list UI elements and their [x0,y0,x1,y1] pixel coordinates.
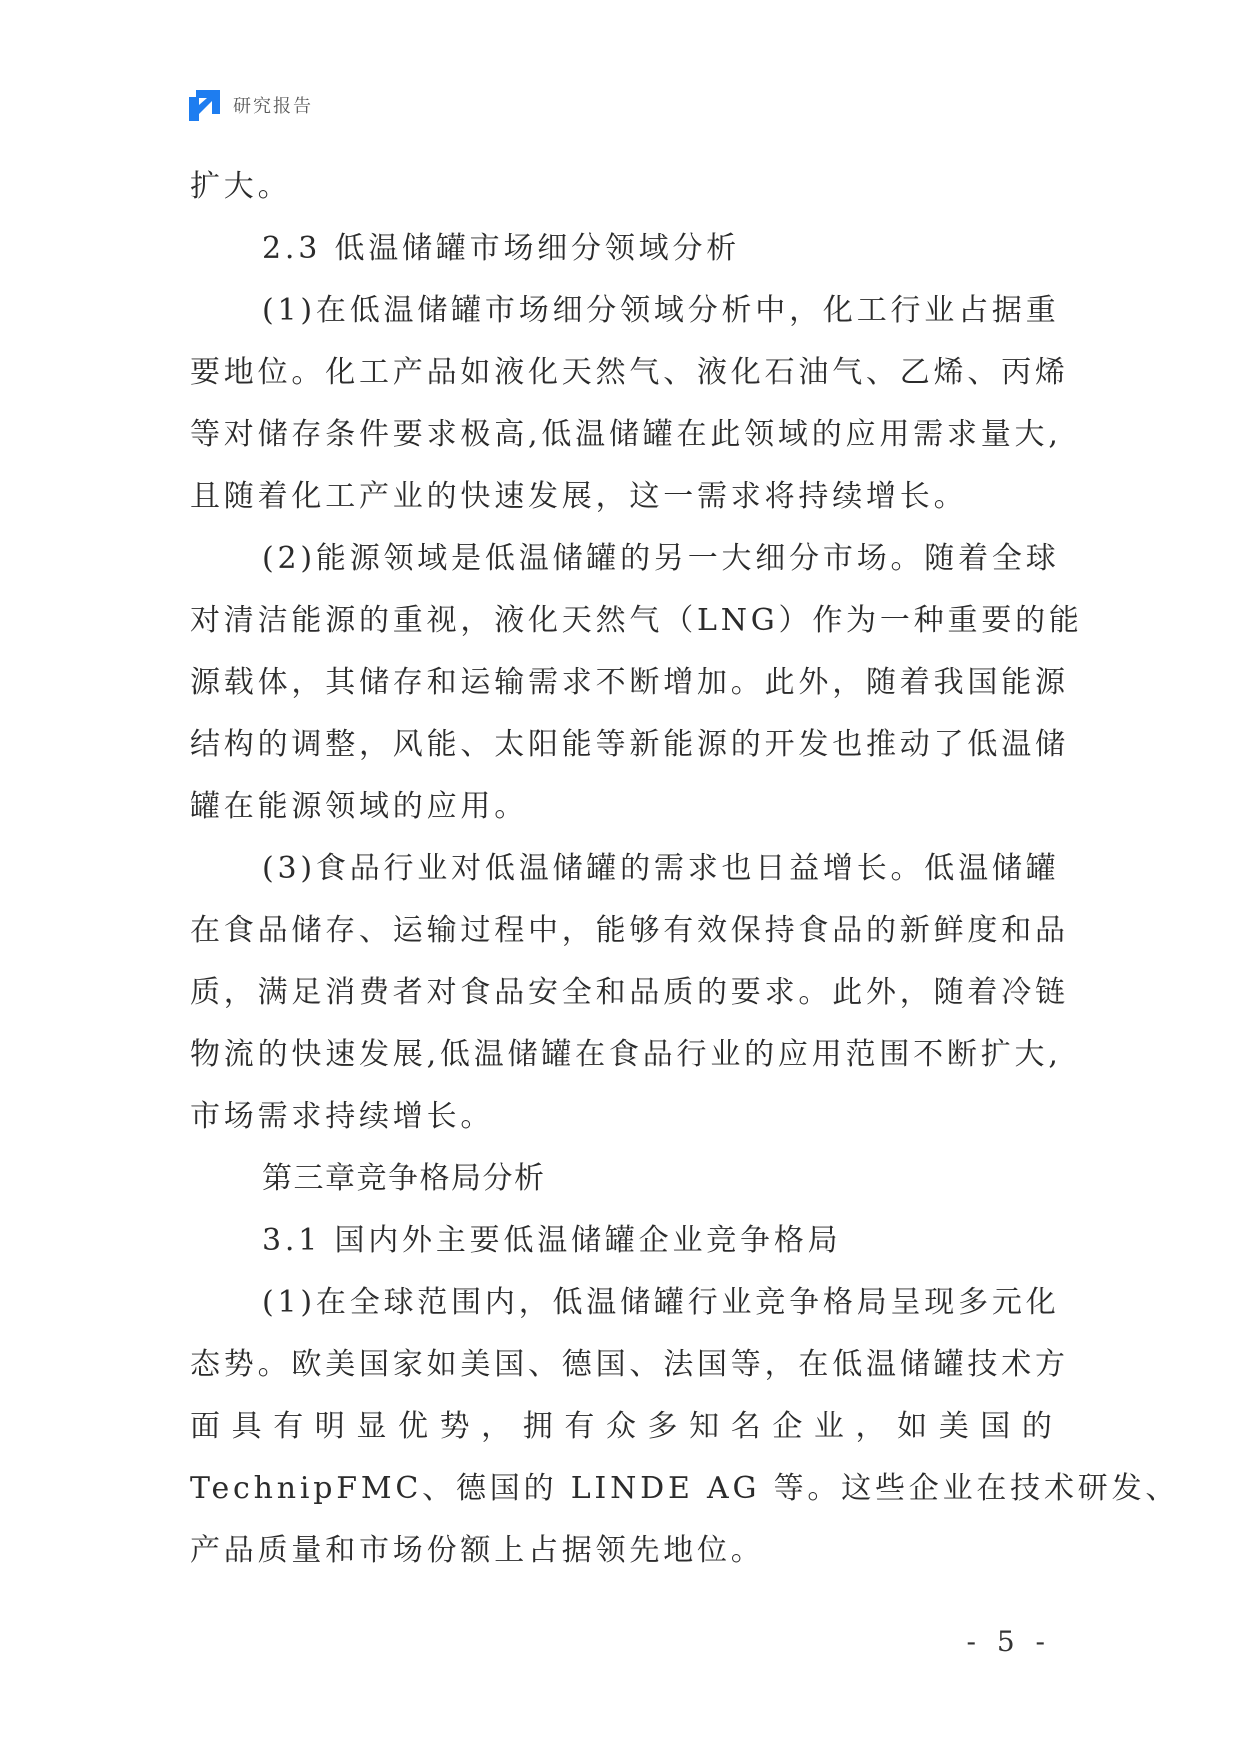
text-line: 在食品储存、运输过程中，能够有效保持食品的新鲜度和品 [190,913,1069,948]
report-header [188,88,313,122]
text-line: (3)食品行业对低温储罐的需求也日益增长。低温储罐 [262,851,1060,886]
text-line: 2.3 低温储罐市场细分领域分析 [262,231,741,266]
text-line: (2)能源领域是低温储罐的另一大细分市场。随着全球 [262,541,1060,576]
text-line: 质，满足消费者对食品安全和品质的要求。此外，随着冷链 [190,975,1069,1010]
text-line: 物流的快速发展,低温储罐在食品行业的应用范围不断扩大, [190,1037,1062,1072]
text-line: 结构的调整，风能、太阳能等新能源的开发也推动了低温储 [190,727,1069,762]
chapter-heading: 第三章竞争格局分析 [262,1161,546,1196]
text-line: 等对储存条件要求极高,低温储罐在此领域的应用需求量大, [190,417,1062,452]
text-line: (1)在全球范围内，低温储罐行业竞争格局呈现多元化 [262,1285,1060,1320]
text-line: 源载体，其储存和运输需求不断增加。此外，随着我国能源 [190,665,1069,700]
arrow-logo-icon [188,89,221,122]
text-line: 且随着化工产业的快速发展，这一需求将持续增长。 [190,479,968,514]
report-brand-label: 研究报告 [233,96,313,117]
text-line: (1)在低温储罐市场细分领域分析中，化工行业占据重 [262,293,1060,328]
text-line: 3.1 国内外主要低温储罐企业竞争格局 [262,1223,842,1258]
text-line: 要地位。化工产品如液化天然气、液化石油气、乙烯、丙烯 [190,355,1069,390]
text-line: 市场需求持续增长。 [190,1099,495,1134]
text-line: 对清洁能源的重视，液化天然气（LNG）作为一种重要的能 [190,603,1083,638]
document-body [190,156,1180,1582]
text-line: 态势。欧美国家如美国、德国、法国等，在低温储罐技术方 [190,1347,1069,1382]
text-line: 产品质量和市场份额上占据领先地位。 [190,1533,765,1568]
text-line: TechnipFMC、德国的 LINDE AG 等。这些企业在技术研发、 [190,1471,1180,1506]
text-line: 面 具 有 明 显 优 势 ， 拥 有 众 多 知 名 企 业 ， 如 美 国 的 [190,1409,1052,1444]
text-line: 罐在能源领域的应用。 [190,789,528,824]
text-line: 扩大。 [190,169,292,204]
page-number: - 5 - [966,1625,1051,1658]
